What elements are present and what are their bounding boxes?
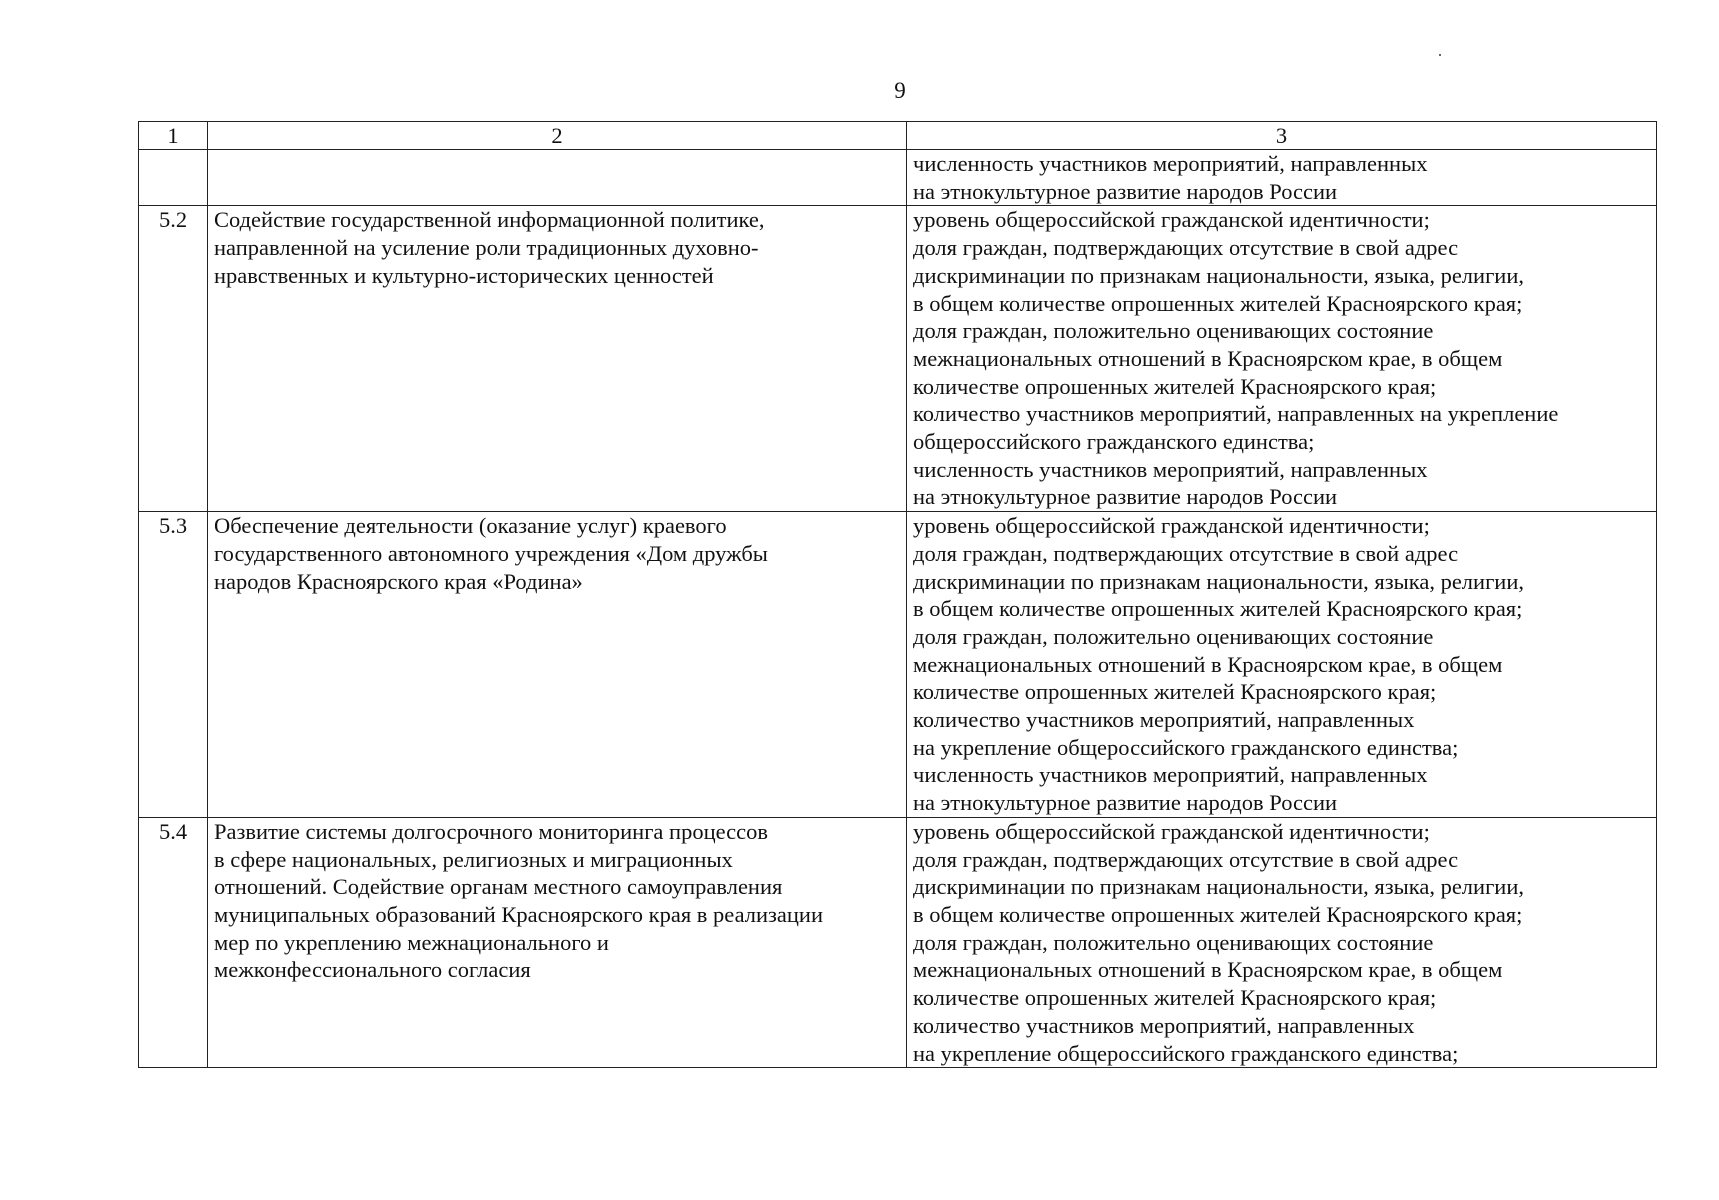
row-number-cell: 5.2 [139,206,208,512]
indicator-line: в общем количестве опрошенных жителей Красноярского края; [913,901,1523,927]
indicator-line: межнациональных отношений в Красноярском крае, в общем [913,957,1503,983]
indicators-cell [907,206,1657,512]
indicator-line: уровень общероссийской гражданской идентичности; [913,513,1430,539]
activity-line: отношений. Содействие органам местного самоуправления [214,874,783,900]
indicator-line: количество участников мероприятий, направленных на укрепление [913,401,1559,427]
indicator-line: количестве опрошенных жителей Красноярского края; [913,985,1437,1011]
indicator-line: численность участников мероприятий, направленных [913,456,1428,482]
indicators-cell [907,150,1657,206]
table-row [139,817,1657,1067]
column-header-2: 2 [208,122,907,150]
activity-line: народов Красноярского края «Родина» [214,568,583,594]
indicator-line: дискриминации по признакам национальности, языка, религии, [913,262,1525,288]
indicators-table [138,121,1657,1068]
column-header-3: 3 [907,122,1657,150]
row-number-cell: 5.4 [139,817,208,1067]
indicator-line: в общем количестве опрошенных жителей Красноярского края; [913,596,1523,622]
indicator-line: доля граждан, положительно оценивающих состояние [913,929,1434,955]
activity-cell [208,206,907,512]
indicator-line: на укрепление общероссийского гражданского единства; [913,1040,1459,1066]
activity-line: Развитие системы долгосрочного мониторинга процессов [214,818,769,844]
indicator-line: уровень общероссийской гражданской идентичности; [913,818,1430,844]
indicator-line: доля граждан, положительно оценивающих состояние [913,623,1434,649]
table-header-row [139,122,1657,150]
activity-line: Содействие государственной информационной политике, [214,207,765,233]
indicator-line: межнациональных отношений в Красноярском крае, в общем [913,345,1503,371]
indicator-line: численность участников мероприятий, направленных [913,762,1428,788]
indicator-line: численность участников мероприятий, направленных [913,151,1428,176]
indicator-line: доля граждан, подтверждающих отсутствие в свой адрес [913,846,1459,872]
table-row [139,150,1657,206]
activity-line: нравственных и культурно-исторических ценностей [214,262,714,288]
activity-line: межконфессионального согласия [214,957,531,983]
indicator-line: на этнокультурное развитие народов России [913,178,1338,204]
indicator-line: общероссийского гражданского единства; [913,429,1315,455]
indicator-line: межнациональных отношений в Красноярском крае, в общем [913,651,1503,677]
indicators-cell [907,817,1657,1067]
table-row [139,512,1657,818]
activity-line: муниципальных образований Красноярского края в реализации [214,901,824,927]
activity-cell [208,512,907,818]
activity-line: мер по укреплению межнационального и [214,929,609,955]
indicator-line: доля граждан, подтверждающих отсутствие в свой адрес [913,540,1459,566]
row-number-cell [139,150,208,206]
page-number: 9 [894,78,906,103]
activity-line: Обеспечение деятельности (оказание услуг) краевого [214,513,727,539]
indicator-line: дискриминации по признакам национальности, языка, религии, [913,568,1525,594]
indicator-line: количестве опрошенных жителей Красноярского края; [913,373,1437,399]
scan-artifact-dot [1439,54,1441,56]
indicator-line: уровень общероссийской гражданской идентичности; [913,207,1430,233]
indicator-line: на этнокультурное развитие народов России [913,484,1338,510]
indicator-line: в общем количестве опрошенных жителей Красноярского края; [913,290,1523,316]
indicator-line: количество участников мероприятий, направленных [913,1012,1415,1038]
activity-cell [208,150,907,206]
activity-line: в сфере национальных, религиозных и миграционных [214,846,733,872]
indicator-line: количестве опрошенных жителей Красноярского края; [913,679,1437,705]
indicator-line: на этнокультурное развитие народов России [913,790,1338,816]
activity-line: направленной на усиление роли традиционных духовно- [214,235,759,261]
indicator-line: дискриминации по признакам национальности, языка, религии, [913,874,1525,900]
indicators-cell [907,512,1657,818]
activity-cell [208,817,907,1067]
activity-line: государственного автономного учреждения «Дом дружбы [214,540,768,566]
column-header-1: 1 [139,122,208,150]
indicator-line: доля граждан, положительно оценивающих состояние [913,318,1434,344]
table-row [139,206,1657,512]
indicator-line: количество участников мероприятий, направленных [913,707,1415,733]
indicator-line: на укрепление общероссийского гражданского единства; [913,734,1459,760]
row-number-cell: 5.3 [139,512,208,818]
indicator-line: доля граждан, подтверждающих отсутствие в свой адрес [913,235,1459,261]
